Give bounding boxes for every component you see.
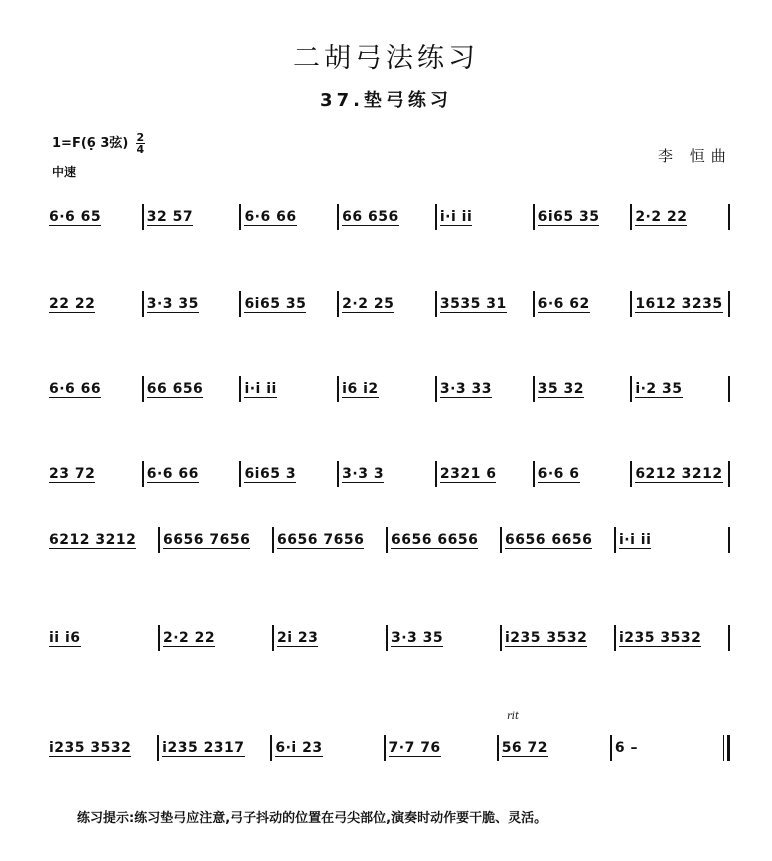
measure (437, 381, 533, 398)
measure (144, 296, 240, 313)
practice-tip: 练习提示:练习垫弓应注意,弓子抖动的位置在弓尖部位,演奏时动作要干脆、灵活。 (77, 811, 548, 826)
measure (241, 466, 337, 483)
measure (535, 209, 631, 226)
composer-credit: 李 恒曲 (658, 147, 732, 165)
barline (728, 376, 730, 402)
staff-row-7 (46, 736, 730, 760)
measure-notes: 6·6 66 (146, 465, 199, 482)
measure (437, 466, 533, 483)
measure (274, 630, 386, 647)
final-barline (723, 735, 730, 761)
staff-row-2 (46, 292, 730, 316)
measure-notes: i235 3532 (619, 629, 702, 646)
measure (535, 381, 631, 398)
staff-row-6 (46, 626, 730, 650)
measure-notes: 6656 7656 (163, 531, 251, 548)
time-top: 2 (136, 131, 145, 144)
measure (632, 381, 728, 398)
measure (144, 466, 240, 483)
measure (160, 630, 272, 647)
measure-notes: 3·3 3 (342, 465, 385, 482)
measure-notes: 56 72 (501, 739, 549, 756)
measure (616, 532, 728, 549)
measure (46, 209, 142, 226)
measure-notes: i·2 35 (635, 380, 683, 397)
measure (160, 532, 272, 549)
staff-row-4 (46, 462, 730, 486)
measure-notes: 6·6 65 (49, 208, 102, 225)
measure-notes: 6·6 66 (49, 380, 102, 397)
measure-notes: 23 72 (49, 465, 96, 482)
measure-notes: 32 57 (146, 208, 194, 225)
measure (535, 466, 631, 483)
measure-notes: 2·2 25 (342, 295, 395, 312)
measure (388, 630, 500, 647)
measure-notes: 7·7 76 (388, 739, 441, 756)
measure-notes: 3·3 35 (391, 629, 444, 646)
measure-notes: i·i ii (619, 531, 652, 548)
measure (612, 740, 723, 756)
tempo-marking: 中速 (52, 165, 77, 179)
measure-notes: 6212 3212 (49, 531, 137, 548)
measure (46, 381, 142, 398)
measure-notes: i235 2317 (162, 739, 245, 756)
barline (728, 625, 730, 651)
measure (274, 532, 386, 549)
measure-notes: 2321 6 (439, 465, 497, 482)
measure-notes: 6i65 3 (244, 465, 297, 482)
measure-notes: 6·i 23 (275, 739, 323, 756)
staff-row-3 (46, 377, 730, 401)
measure (46, 466, 142, 483)
measure-notes: 2i 23 (277, 629, 319, 646)
staff-row-5 (46, 528, 730, 552)
measure (502, 630, 614, 647)
measure (339, 296, 435, 313)
measure-notes: 6i65 35 (537, 208, 600, 225)
measure-notes: 2·2 22 (635, 208, 688, 225)
measure-notes: 6212 3212 (635, 465, 723, 482)
barline (728, 527, 730, 553)
measure (632, 466, 728, 483)
exercise-subtitle: 37.垫弓练习 (320, 90, 452, 111)
time-bottom: 4 (136, 143, 145, 156)
measure (437, 209, 533, 226)
measure (144, 209, 240, 226)
measure-notes: 35 32 (537, 380, 584, 397)
measure (535, 296, 631, 313)
measure (499, 740, 610, 757)
measure (46, 630, 158, 647)
measure (632, 296, 728, 313)
measure-notes: 6·6 6 (537, 465, 580, 482)
measure-notes: 3·3 35 (146, 295, 199, 312)
key-signature (52, 132, 145, 155)
measure-notes: 1612 3235 (635, 295, 723, 312)
measure (144, 381, 240, 398)
measure (502, 532, 614, 549)
measure-notes: i235 3532 (505, 629, 588, 646)
measure (339, 466, 435, 483)
measure-notes: i235 3532 (49, 739, 132, 756)
measure-notes: 3535 31 (439, 295, 507, 312)
measure-notes: 6·6 62 (537, 295, 590, 312)
measure (241, 296, 337, 313)
measure-notes: 66 656 (342, 208, 399, 225)
measure-notes: 66 656 (146, 380, 204, 397)
measure-notes: 3·3 33 (439, 380, 493, 397)
barline (728, 291, 730, 317)
measure-notes: i6 i2 (342, 380, 379, 397)
measure (46, 740, 157, 757)
measure (386, 740, 497, 757)
measure (632, 209, 728, 226)
ritardando-marking: rit (507, 711, 519, 722)
measure-notes: 2·2 22 (163, 629, 216, 646)
measure-notes: 6i65 35 (244, 295, 307, 312)
measure-notes: 6 – (614, 740, 638, 756)
barline (728, 461, 730, 487)
measure-notes: 6·6 66 (244, 208, 297, 225)
measure (241, 381, 337, 398)
measure-notes: i·i ii (244, 380, 277, 397)
measure (159, 740, 270, 757)
measure (339, 381, 435, 398)
time-signature (136, 132, 145, 155)
measure (46, 296, 142, 313)
measure (272, 740, 383, 757)
measure (437, 296, 533, 313)
measure-notes: 6656 6656 (391, 531, 479, 548)
measure (339, 209, 435, 226)
key-text: 1=F(6̣ 3弦) (52, 136, 129, 151)
staff-row-1 (46, 205, 730, 229)
measure (46, 532, 158, 549)
measure (241, 209, 337, 226)
measure (616, 630, 728, 647)
measure-notes: i·i ii (439, 208, 473, 225)
page-title: 二胡弓法练习 (293, 43, 479, 74)
measure-notes: 6656 7656 (277, 531, 365, 548)
measure (388, 532, 500, 549)
measure-notes: ii i6 (49, 629, 81, 646)
measure-notes: 22 22 (49, 295, 96, 312)
barline (728, 204, 730, 230)
measure-notes: 6656 6656 (505, 531, 593, 548)
